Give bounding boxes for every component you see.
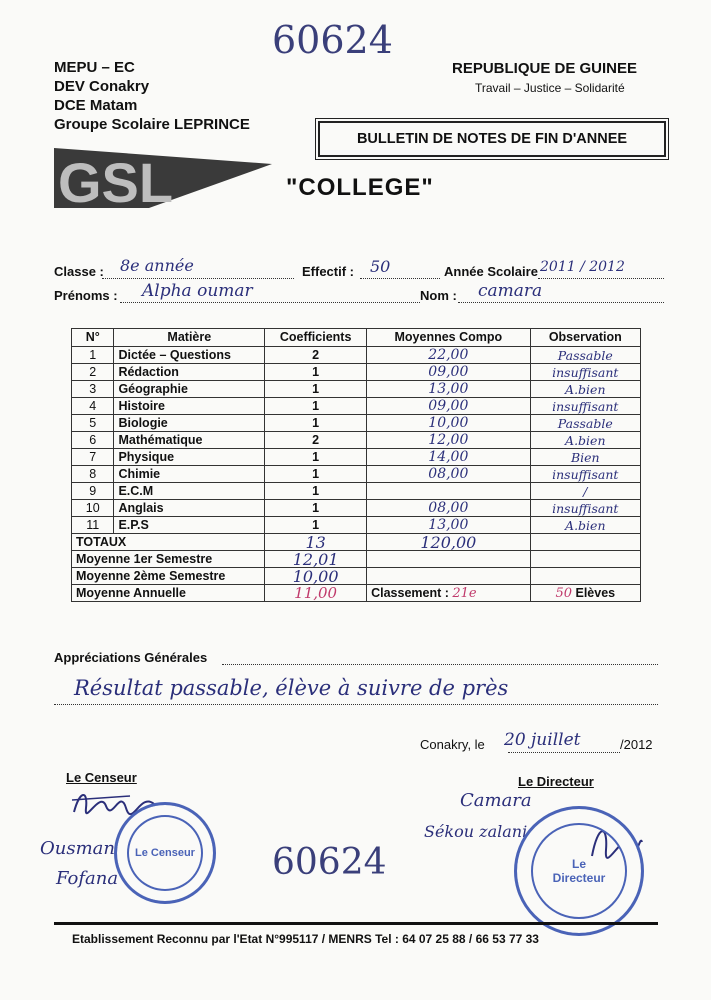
- classe-label: Classe :: [54, 264, 104, 279]
- table-row: [72, 347, 641, 364]
- effectif-value: 50: [370, 257, 391, 276]
- eleves-cell: [530, 585, 640, 602]
- table-row: [72, 466, 641, 483]
- cell-observation: insuffisant: [530, 398, 640, 415]
- header-observation: Observation: [530, 329, 640, 347]
- cell-observation: Passable: [530, 415, 640, 432]
- bulletin-title: [318, 121, 666, 157]
- cell-coefficient: 1: [265, 415, 367, 432]
- cell-moyenne: 08,00: [367, 500, 530, 517]
- table-row: [72, 483, 641, 500]
- cell-matiere: Histoire: [114, 398, 265, 415]
- semestre2-label: [72, 568, 265, 585]
- cell-observation: insuffisant: [530, 500, 640, 517]
- nom-label: Nom :: [420, 288, 457, 303]
- cell-matiere: Physique: [114, 449, 265, 466]
- totaux-moyenne: 120,00: [367, 534, 530, 551]
- cell-coefficient: 1: [265, 517, 367, 534]
- republic-motto: Travail – Justice – Solidarité: [475, 81, 625, 95]
- cell-matiere: Dictée – Questions: [114, 347, 265, 364]
- effectif-label: Effectif :: [302, 264, 354, 279]
- semestre1-label: [72, 551, 265, 568]
- appreciations-label: Appréciations Générales: [54, 650, 208, 665]
- semestre1-empty: [367, 551, 530, 568]
- semestre2-label-text: Moyenne 2ème Semestre: [76, 568, 226, 583]
- table-row: [72, 381, 641, 398]
- totaux-label: TOTAUX: [72, 534, 265, 551]
- cell-moyenne: 09,00: [367, 398, 530, 415]
- cell-observation: insuffisant: [530, 364, 640, 381]
- cell-coefficient: 1: [265, 500, 367, 517]
- header-matiere: Matière: [114, 329, 265, 347]
- semestre1-value: 12,01: [265, 551, 367, 568]
- grades-table: [71, 328, 641, 602]
- footer-text: Etablissement Reconnu par l'Etat N°995117 / MENRS Tel : 64 07 25 88 / 66 53 77 33: [72, 932, 539, 946]
- annuelle-row: [72, 585, 641, 602]
- censeur-name-last: Fofana: [56, 868, 119, 889]
- semestre1-row: [72, 551, 641, 568]
- serial-number-bottom: 60624: [272, 842, 387, 883]
- header-line-3: DCE Matam: [54, 97, 138, 114]
- header-line-2: DEV Conakry: [54, 78, 150, 95]
- totaux-coef: 13: [265, 534, 367, 551]
- cell-matiere: Rédaction: [114, 364, 265, 381]
- censeur-stamp-text: Le Censeur: [135, 847, 195, 859]
- cell-number: 6: [72, 432, 114, 449]
- censeur-label: Le Censeur: [66, 770, 137, 785]
- college-title: "COLLEGE": [286, 174, 434, 201]
- cell-observation: Passable: [530, 347, 640, 364]
- cell-observation: A.bien: [530, 381, 640, 398]
- cell-number: 3: [72, 381, 114, 398]
- table-row: [72, 415, 641, 432]
- bulletin-title-text: BULLETIN DE NOTES DE FIN D'ANNEE: [356, 131, 628, 147]
- cell-observation: insuffisant: [530, 466, 640, 483]
- prenoms-line: [54, 281, 664, 306]
- table-row: [72, 432, 641, 449]
- annuelle-value: 11,00: [265, 585, 367, 602]
- semestre1-empty-2: [530, 551, 640, 568]
- cell-moyenne: 09,00: [367, 364, 530, 381]
- semestre2-row: [72, 568, 641, 585]
- date-year: /2012: [620, 737, 653, 752]
- classe-value: 8e année: [120, 256, 194, 275]
- totaux-obs: [530, 534, 640, 551]
- appreciation-text: Résultat passable, élève à suivre de près: [74, 676, 509, 700]
- classement-cell: [367, 585, 530, 602]
- school-logo: [54, 144, 272, 224]
- cell-matiere: Mathématique: [114, 432, 265, 449]
- directeur-label: Le Directeur: [518, 774, 594, 789]
- cell-moyenne: [367, 483, 530, 500]
- censeur-name-first: Ousmane: [40, 838, 126, 859]
- header-moyennes: Moyennes Compo: [367, 329, 530, 347]
- cell-number: 10: [72, 500, 114, 517]
- classe-line: [54, 256, 664, 282]
- classement-label: Classement :: [371, 585, 449, 600]
- cell-matiere: E.P.S: [114, 517, 265, 534]
- semestre2-empty-2: [530, 568, 640, 585]
- table-row: [72, 500, 641, 517]
- cell-coefficient: 2: [265, 432, 367, 449]
- annee-value: 2011 / 2012: [540, 259, 625, 275]
- cell-coefficient: 1: [265, 364, 367, 381]
- semestre2-value: 10,00: [265, 568, 367, 585]
- directeur-stamp-text: Le Directeur: [552, 857, 606, 885]
- cell-observation: A.bien: [530, 517, 640, 534]
- table-row: [72, 398, 641, 415]
- cell-moyenne: 08,00: [367, 466, 530, 483]
- cell-number: 11: [72, 517, 114, 534]
- prenoms-value: Alpha oumar: [142, 281, 253, 301]
- republic-title: REPUBLIQUE DE GUINEE: [452, 60, 638, 77]
- cell-coefficient: 1: [265, 449, 367, 466]
- cell-coefficient: 2: [265, 347, 367, 364]
- cell-coefficient: 1: [265, 381, 367, 398]
- directeur-name-last: Sékou zalani: [424, 822, 528, 841]
- cell-moyenne: 14,00: [367, 449, 530, 466]
- table-row: [72, 364, 641, 381]
- table-row: [72, 517, 641, 534]
- censeur-stamp: [114, 802, 216, 904]
- cell-moyenne: 10,00: [367, 415, 530, 432]
- appreciations-dots-1: [222, 650, 658, 665]
- totaux-row: [72, 534, 641, 551]
- cell-observation: /: [530, 483, 640, 500]
- cell-moyenne: 13,00: [367, 381, 530, 398]
- classement-value: 21e: [452, 585, 477, 601]
- eleves-count: 50: [555, 585, 572, 601]
- cell-coefficient: 1: [265, 483, 367, 500]
- directeur-name-first: Camara: [460, 790, 532, 811]
- cell-moyenne: 22,00: [367, 347, 530, 364]
- logo-text: GSL: [58, 151, 174, 214]
- nom-value: camara: [478, 281, 543, 301]
- annuelle-label: Moyenne Annuelle: [72, 585, 265, 602]
- header-coefficients: Coefficients: [265, 329, 367, 347]
- annee-label: Année Scolaire: [444, 264, 538, 279]
- cell-matiere: Chimie: [114, 466, 265, 483]
- cell-coefficient: 1: [265, 466, 367, 483]
- semestre2-empty: [367, 568, 530, 585]
- cell-number: 1: [72, 347, 114, 364]
- date-line: [420, 732, 670, 754]
- cell-matiere: E.C.M: [114, 483, 265, 500]
- eleves-label: Elèves: [575, 585, 616, 600]
- table-header-row: [72, 329, 641, 347]
- cell-matiere: Anglais: [114, 500, 265, 517]
- header-left: [54, 58, 250, 134]
- cell-number: 5: [72, 415, 114, 432]
- table-row: [72, 449, 641, 466]
- serial-number-top: 60624: [272, 18, 393, 62]
- cell-number: 9: [72, 483, 114, 500]
- cell-matiere: Géographie: [114, 381, 265, 398]
- date-value: 20 juillet: [504, 730, 581, 750]
- prenoms-label: Prénoms :: [54, 288, 118, 303]
- cell-moyenne: 12,00: [367, 432, 530, 449]
- cell-observation: A.bien: [530, 432, 640, 449]
- header-number: N°: [72, 329, 114, 347]
- header-line-1: MEPU – EC: [54, 59, 135, 76]
- cell-number: 7: [72, 449, 114, 466]
- semestre1-label-text: Moyenne 1er Semestre: [76, 551, 213, 566]
- cell-number: 2: [72, 364, 114, 381]
- cell-number: 4: [72, 398, 114, 415]
- footer-rule: [54, 922, 658, 925]
- cell-coefficient: 1: [265, 398, 367, 415]
- cell-number: 8: [72, 466, 114, 483]
- header-line-4: Groupe Scolaire LEPRINCE: [54, 116, 250, 133]
- directeur-stamp: [514, 806, 644, 936]
- cell-observation: Bien: [530, 449, 640, 466]
- date-prefix: Conakry, le: [420, 737, 485, 752]
- cell-matiere: Biologie: [114, 415, 265, 432]
- cell-moyenne: 13,00: [367, 517, 530, 534]
